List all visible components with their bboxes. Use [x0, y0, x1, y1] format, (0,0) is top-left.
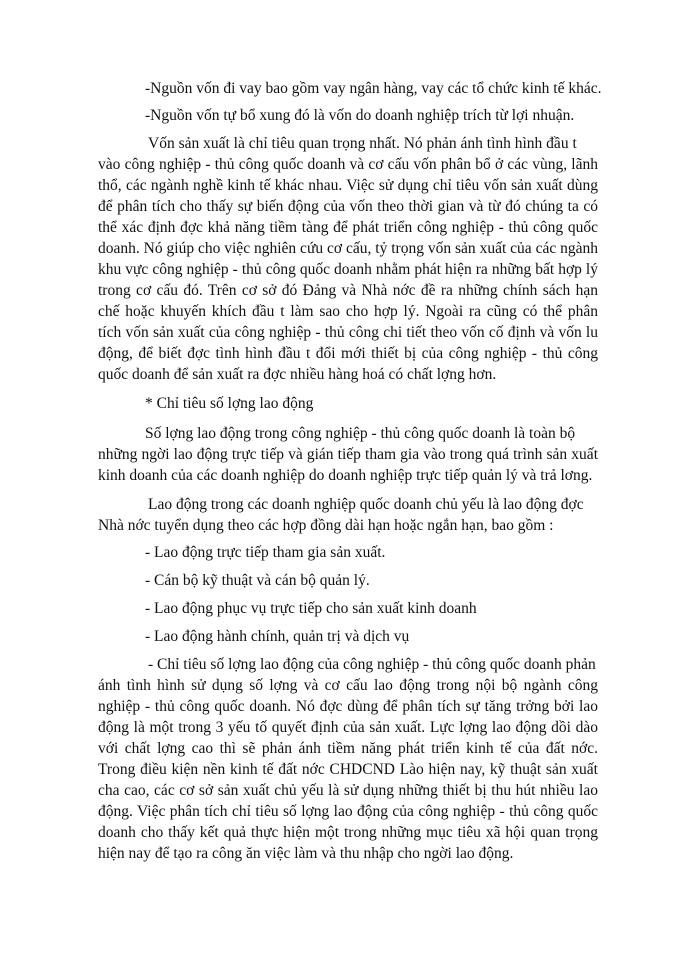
text-line: chế hoặc khuyến khích đầu t làm sao cho hợp lý. Ngoài ra cũng có thể phân — [98, 303, 598, 320]
text-line: Lao động trong các doanh nghiệp quốc doanh chủ yếu là lao động đợc — [148, 496, 584, 513]
text-line: quốc doanh để sản xuất ra đợc nhiều hàng hoá có chất lợng hơn. — [98, 366, 497, 383]
list-item: - Lao động trực tiếp tham gia sản xuất. — [145, 544, 386, 561]
list-item: - Lao động phục vụ trực tiếp cho sản xuất kinh doanh — [145, 600, 477, 617]
text-line: những ngời lao động trực tiếp và gián tiếp tham gia vào trong quá trình sản xuất — [98, 446, 598, 463]
text-line: Vốn sản xuất là chỉ tiêu quan trọng nhất. Nó phản ánh tình hình đầu t — [148, 135, 577, 152]
text-line: ánh tình hình sử dụng số lợng và cơ cấu lao động trong nội bộ ngành công — [98, 677, 598, 694]
text-line: động, để biết đợc tình hình đầu t đổi mới thiết bị của công nghiệp - thủ công — [98, 345, 598, 362]
text-line: trong cơ cấu đó. Trên cơ sở đó Đảng và Nhà nớc đề ra những chính sách hạn — [98, 282, 598, 299]
text-line: doanh. Nó giúp cho việc nghiên cứu cơ cấu, tỷ trọng vốn sản xuất của các ngành — [98, 240, 598, 257]
text-line: doanh cho thấy kết quả thực hiện một trong những mục tiêu xã hội quan trọng — [98, 824, 598, 841]
list-item: - Cán bộ kỹ thuật và cán bộ quản lý. — [145, 572, 370, 589]
text-line: Nhà nớc tuyển dụng theo các hợp đồng dài hạn hoặc ngắn hạn, bao gồm : — [98, 517, 554, 534]
text-line: - Chỉ tiêu số lợng lao động của công nghiệp - thủ công quốc doanh phản — [148, 656, 596, 673]
text-line: -Nguồn vốn đi vay bao gồm vay ngân hàng, vay các tổ chức kinh tế khác. — [145, 80, 602, 97]
text-line: Số lợng lao động trong công nghiệp - thủ công quốc doanh là toàn bộ — [145, 425, 576, 442]
text-line: khu vực công nghiệp - thủ công quốc doanh nhằm phát hiện ra những bất hợp lý — [98, 261, 598, 278]
text-line: thổ, các ngành nghề kinh tế khác nhau. Việc sử dụng chỉ tiêu vốn sản xuất dùng — [98, 177, 598, 194]
text-line: kinh doanh của các doanh nghiệp do doanh nghiệp trực tiếp quản lý và trả lơng. — [98, 467, 593, 484]
list-item: - Lao động hành chính, quản trị và dịch vụ — [145, 628, 410, 645]
text-line: thể xác định đợc khả năng tiềm tàng để phát triển công nghiệp - thủ công quốc — [98, 219, 598, 236]
text-line: để phân tích cho thấy sự biến động của vốn theo thời gian và từ đó chúng ta có — [98, 198, 598, 215]
text-line: Trong điều kiện nền kinh tế đất nớc CHDCND Lào hiện nay, kỹ thuật sản xuất — [98, 761, 598, 778]
text-line: nghiệp - thủ công quốc doanh. Nó đợc dùng để phân tích sự tăng trởng bởi lao — [98, 698, 598, 715]
text-line: động. Việc phân tích chỉ tiêu số lợng lao động của công nghiệp - thủ công quốc — [98, 803, 598, 820]
text-line: với chất lợng cao thì sẽ phản ánh tiềm năng phát triển kinh tế của đất nớc. — [98, 740, 598, 757]
text-line: tích vốn sản xuất của công nghiệp - thủ công chi tiết theo vốn cố định và vốn lu — [98, 324, 598, 341]
text-line: hiện nay để tạo ra công ăn việc làm và thu nhập cho ngời lao động. — [98, 845, 514, 862]
text-line: -Nguồn vốn tự bổ xung đó là vốn do doanh nghiệp trích từ lợi nhuận. — [145, 107, 575, 124]
text-line: vào công nghiệp - thủ công quốc doanh và cơ cấu vốn phân bổ ở các vùng, lãnh — [98, 156, 598, 173]
text-line: cha cao, các cơ sở sản xuất chủ yếu là sử dụng những thiết bị thu hút nhiều lao — [98, 782, 598, 799]
section-heading: * Chỉ tiêu số lợng lao động — [145, 395, 314, 412]
text-line: động là một trong 3 yếu tố quyết định của sản xuất. Lực lợng lao động dồi dào — [98, 719, 598, 736]
